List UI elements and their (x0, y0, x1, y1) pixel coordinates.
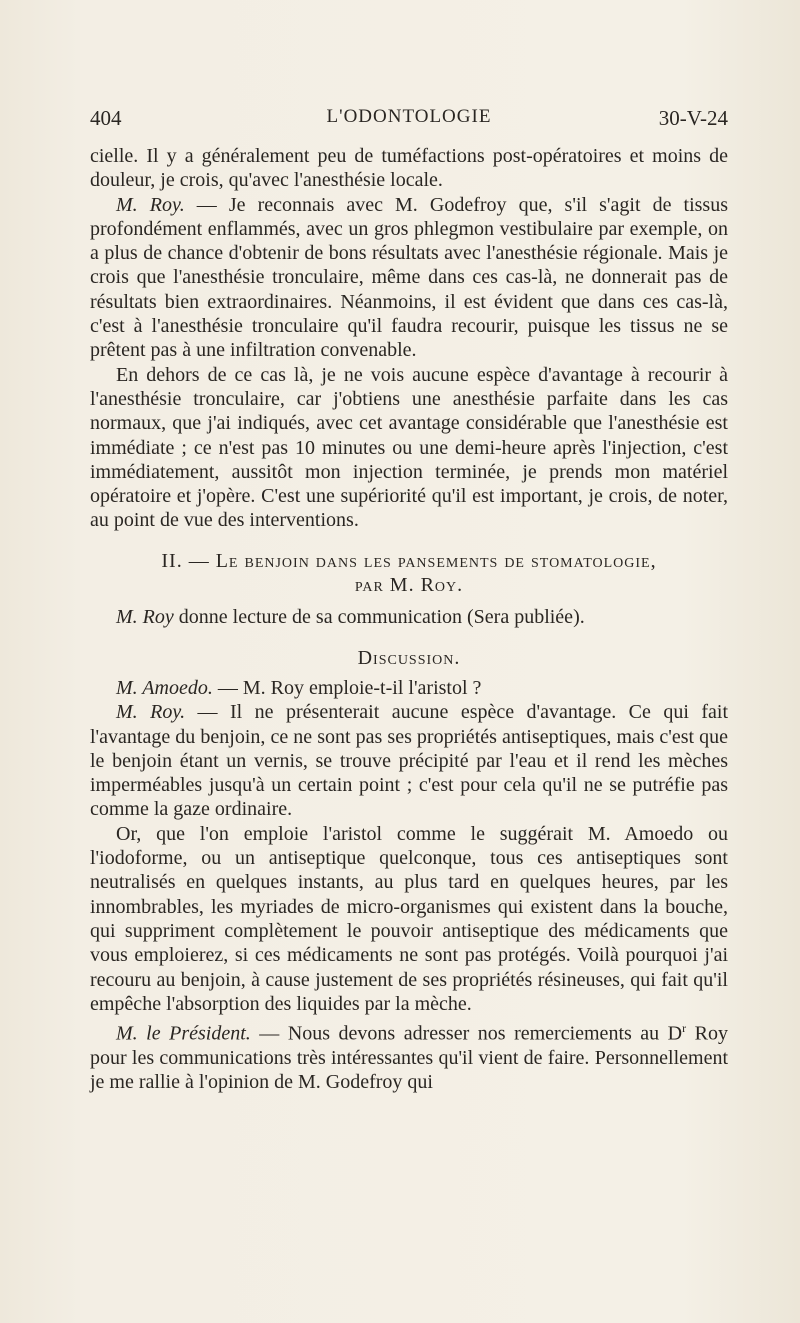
paragraph: En dehors de ce cas là, je ne vois aucune espèce d'avantage à recourir à l'anesthésie tronculaire, car j'obtiens une anesthésie parfaite dans les cas normaux, que j'ai indiqués, avec cet avantage considérable que l'anesthésie est immédiate ; ce n'est pas 10 minutes ou une demi-heure après l'injection, c'est immédiatement, aussitôt mon injection terminée, je prends mon matériel opératoire et j'opère. C'est une supériorité qu'il est important, je crois, de noter, au point de vue des interventions. (90, 363, 728, 532)
running-header (90, 106, 728, 134)
section-title-author: par M. Roy. (354, 574, 464, 597)
paragraph-text: — Je reconnais avec M. Godefroy que, s'il s'agit de tissus profondément enflammés, avec un gros phlegmon vestibulaire par exemple, on a plus de chance d'obtenir de bons résultats avec l'anesthésie régionale. Mais je crois que l'anesthésie tronculaire, même dans ces cas-là, ne donnerait pas de résultats bien extraordinaires. Néanmoins, il est évident que dans ces cas-là, c'est à l'anesthésie tronculaire qu'il faudra recourir, puisque les tissus ne se prêtent pas à une infiltration convenable. (90, 193, 728, 362)
paragraph-text: — Nous devons adresser nos remerciements au D (250, 1022, 683, 1045)
paragraph (90, 676, 728, 700)
paragraph-text: Roy pour les communications très intéressantes qu'il vient de faire. Personnellement je me rallie à l'opinion de M. Godefroy qui (90, 1022, 728, 1094)
paragraph (90, 605, 728, 629)
paragraph: Or, que l'on emploie l'aristol comme le suggérait M. Amoedo ou l'iodoforme, ou un antiseptique quelconque, tous ces antiseptiques sont neutralisés en quelques instants, au plus tard en quelques heures, par les innombrables, les myriades de micro-organismes qui existent dans la bouche, qui suppriment complètement le pouvoir antiseptique des médicaments que vous emploierez, si ces médicaments ne sont pas protégés. Voilà pourquoi j'ai recouru au benjoin, à cause justement de ses propriétés résineuses, qui fait qu'il empêche l'absorption des liquides par la mèche. (90, 822, 728, 1015)
speaker-name: M. le Président. (116, 1022, 251, 1045)
paragraph-text: — M. Roy emploie-t-il l'aristol ? (212, 676, 482, 699)
discussion-heading: Discussion. (357, 646, 461, 669)
page-number: 404 (90, 106, 122, 130)
paragraph-text: — Il ne présenterait aucune espèce d'avantage. Ce qui fait l'avantage du benjoin, ce ne sont pas ses propriétés antiseptiques, mais c'est que le benjoin étant un vernis, se trouve précipité par l'eau et il rend les mèches imperméables jusqu'à un certain point ; c'est pour cela qu'il ne se putréfie pas comme la gaze ordinaire. (90, 701, 729, 821)
paragraph (90, 1016, 728, 1095)
section-title (90, 549, 728, 598)
superscript: r (682, 1021, 687, 1036)
paragraph-text: donne lecture de sa communication (Sera publiée). (173, 606, 585, 629)
paragraph (90, 700, 728, 821)
paragraph (90, 193, 728, 363)
speaker-name: M. Roy. (116, 701, 186, 724)
section-title-line: II. — Le benjoin dans les pansements de stomatologie, (161, 549, 657, 572)
speaker-name: M. Amoedo. (116, 676, 213, 699)
speaker-name: M. Roy (116, 606, 174, 629)
journal-title: L'ODONTOLOGIE (326, 106, 492, 127)
issue-date: 30-V-24 (658, 106, 728, 130)
speaker-name: M. Roy. (116, 193, 185, 216)
page-body (90, 144, 728, 1095)
paragraph: cielle. Il y a généralement peu de tuméfactions post-opératoires et moins de douleur, je crois, qu'avec l'anesthésie locale. (90, 145, 728, 192)
